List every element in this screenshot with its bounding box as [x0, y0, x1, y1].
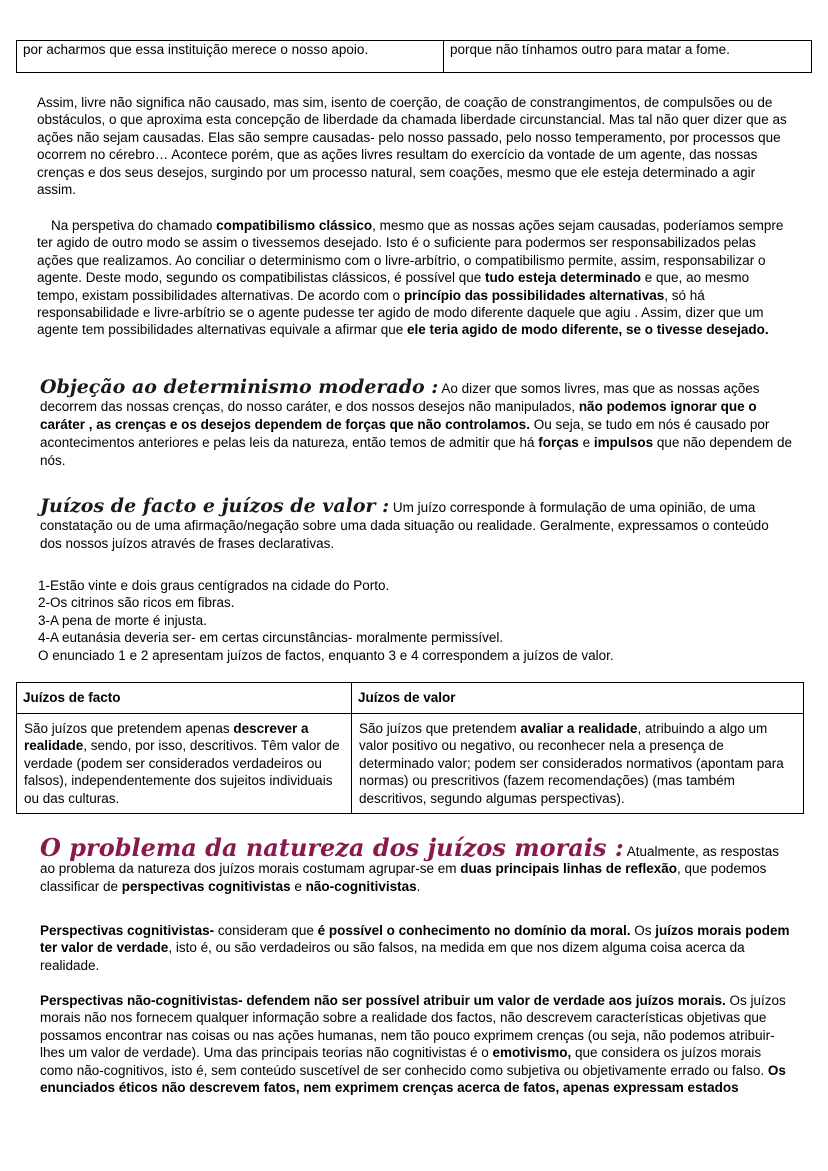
text-span: que considera os juízos morais como não-cognitivos, isto é, sem conteúdo suscetível de ser conhecido como subjetiva ou objetivamente errado ou falso.	[40, 1045, 768, 1078]
table-header-row	[17, 683, 804, 714]
text-span: , só há responsabilidade e livre-arbítrio se o agente pudesse ter agido de modo diferente daquele que agiu . Assim, dizer que um agente tem possibilidades alternativas equivale a afirmar que	[37, 287, 764, 338]
table-row	[17, 714, 804, 814]
bold-term: emotivismo,	[492, 1045, 572, 1061]
text-span: Os juízos morais não nos fornecem qualquer informação sobre a realidade dos factos, não descrevem características objetivas que possamos encontrar nas coisas ou nas ações humanas, nem tão pouco exprimem crenças (ou seja, não podemos atribuir-lhes um valor de verdade). Uma das principais teorias não cognitivistas é o	[40, 993, 786, 1061]
list-item: 1-Estão vinte e dois graus centígrados na cidade do Porto.	[38, 578, 390, 593]
section-title: O problema da natureza dos juízos morais :	[40, 833, 624, 862]
bold-term: princípio das possibilidades alternativas	[403, 287, 665, 303]
bold-term: ele teria agido de modo diferente, se o tivesse desejado.	[406, 322, 769, 338]
judgments-table	[16, 682, 804, 814]
list-item: 2-Os citrinos são ricos em fibras.	[38, 595, 235, 611]
bold-term: Perspectivas não-cognitivistas- defendem não ser possível atribuir um valor de verdade aos juízos morais.	[40, 993, 726, 1008]
table-cell-value	[352, 714, 804, 814]
bold-term: é possível o conhecimento no domínio da moral.	[317, 923, 631, 938]
paragraph-compatibilism	[37, 217, 789, 339]
continuation-table	[16, 40, 812, 73]
table-cell: por acharmos que essa instituição merece o nosso apoio.	[17, 41, 444, 73]
bold-term: descrever a realidade	[24, 721, 309, 754]
list-item: 4-A eutanásia deveria ser- em certas circunstâncias- moralmente permissível.	[38, 630, 504, 646]
bold-term: Os enunciados éticos não descrevem fatos, nem exprimem crenças acerca de fatos, apenas expressam estados	[40, 1062, 786, 1096]
text-span: e	[578, 435, 594, 450]
paragraph-non-cognitivism	[40, 992, 792, 1096]
text-span: Os	[630, 923, 656, 938]
text-span: , sendo, por isso, descritivos. Têm valor de verdade (podem ser considerados verdadeiros ou falsos), independentemente dos sujeitos individuais ou das culturas.	[24, 738, 340, 806]
table-cell: porque não tínhamos outro para matar a fome.	[444, 41, 812, 73]
text-span: e que, ao mesmo tempo, existam possibilidades alternativas. De acordo com o	[37, 270, 750, 303]
paragraph-judgments	[40, 497, 792, 553]
bold-term: juízos morais podem ter valor de verdade	[40, 923, 790, 956]
text-span: , mesmo que as nossas ações sejam causadas, poderíamos sempre ter agido de outro modo se assim o tivessemos desejado. Isto é o suficiente para podermos ser responsabilizados pelas ações que realizamos. Ao conciliar o determinismo com o livre-arbítrio, o compatibilismo permite, assim, responsabilizar o agente. Deste modo, segundo os compatibilistas clássicos, é possível que	[37, 218, 784, 286]
text-span: que não dependem de nós.	[40, 435, 792, 468]
paragraph-objection	[40, 378, 792, 470]
bold-term: não podemos ignorar que o caráter , as crenças e os desejos dependem de forças que não controlamos.	[40, 399, 757, 432]
text-span: Na perspetiva do chamado	[51, 218, 217, 233]
text-span: .	[416, 878, 421, 894]
text-span: , que podemos classificar de	[40, 861, 767, 894]
bold-term: não-cognitivistas	[305, 878, 417, 894]
text-span: São juízos que pretendem	[359, 721, 521, 736]
text-span: Ou seja, se tudo em nós é causado por acontecimentos anteriores e pelas leis da natureza, então temos de admitir que há	[40, 417, 770, 450]
text-span: Atualmente, as respostas ao problema da natureza dos juízos morais costumam agrupar-se em	[40, 844, 780, 877]
bold-term: impulsos	[593, 435, 654, 450]
bold-term: avaliar a realidade	[520, 721, 638, 736]
text-span: consideram que	[214, 923, 318, 938]
section-title: Objeção ao determinismo moderado :	[40, 376, 439, 398]
bold-term: Perspectivas cognitivistas-	[40, 923, 215, 938]
table-header-fact: Juízos de facto	[17, 683, 352, 714]
text-span: Ao dizer que somos livres, mas que as nossas ações decorrem das nossas crenças, do nosso caráter, e dos nossos desejos não manipulados,	[40, 381, 760, 414]
paragraph-freedom: Assim, livre não significa não causado, mas sim, isento de coerção, de coação de constrangimentos, de compulsões ou de obstáculos, o que aproxima esta concepção de liberdade da chamada liberdade circunstancial. Mas tal não quer dizer que as ações não sejam causadas. Elas são sempre causadas- pelo nosso passado, pelo nosso temperamento, por processos que ocorrem no cérebro… Acontece porém, que as ações livres resultam do exercício da vontade de um agente, das nossas crenças e dos seus desejos, surgindo por um processo natural, sem coações, mesmo que ele esteja determinado a agir assim.	[37, 95, 787, 198]
bold-term: tudo esteja determinado	[485, 270, 642, 286]
text-span: , atribuindo a algo um valor positivo ou negativo, ou reconhecer nela a presença de determinado valor; podem ser considerados normativos (apontam para normas) ou prescritivos (fazem recomendações) (mas também descritivos, segundo algumas perspectivas).	[359, 721, 784, 806]
text-span: Um juízo corresponde à formulação de uma opinião, de uma constatação ou de uma afirmação/negação sobre uma dada situação ou realidade. Geralmente, expressamos o conteúdo dos nossos juízos através de frases declarativas.	[40, 500, 769, 551]
section-title: Juízos de facto e juízos de valor :	[40, 495, 390, 517]
table-header-value: Juízos de valor	[352, 683, 804, 714]
bold-term: perspectivas cognitivistas	[121, 878, 291, 894]
paragraph-moral-judgments	[40, 833, 792, 895]
table-cell-fact	[17, 714, 352, 814]
text-span: São juízos que pretendem apenas	[24, 721, 234, 736]
list-item: 3-A pena de morte é injusta.	[38, 612, 207, 628]
table-row	[17, 41, 812, 73]
bold-term: compatibilismo clássico	[216, 218, 373, 233]
examples-list	[38, 577, 790, 664]
bold-term: duas principais linhas de reflexão	[460, 861, 678, 877]
text-span: e	[290, 878, 306, 894]
bold-term: forças	[538, 435, 579, 450]
text-span: , isto é, ou são verdadeiros ou são falsos, na medida em que nos dizem alguma coisa acerca da realidade.	[40, 940, 745, 973]
list-item: O enunciado 1 e 2 apresentam juízos de factos, enquanto 3 e 4 correspondem a juízos de valor.	[38, 647, 614, 663]
paragraph-cognitivism	[40, 922, 792, 974]
